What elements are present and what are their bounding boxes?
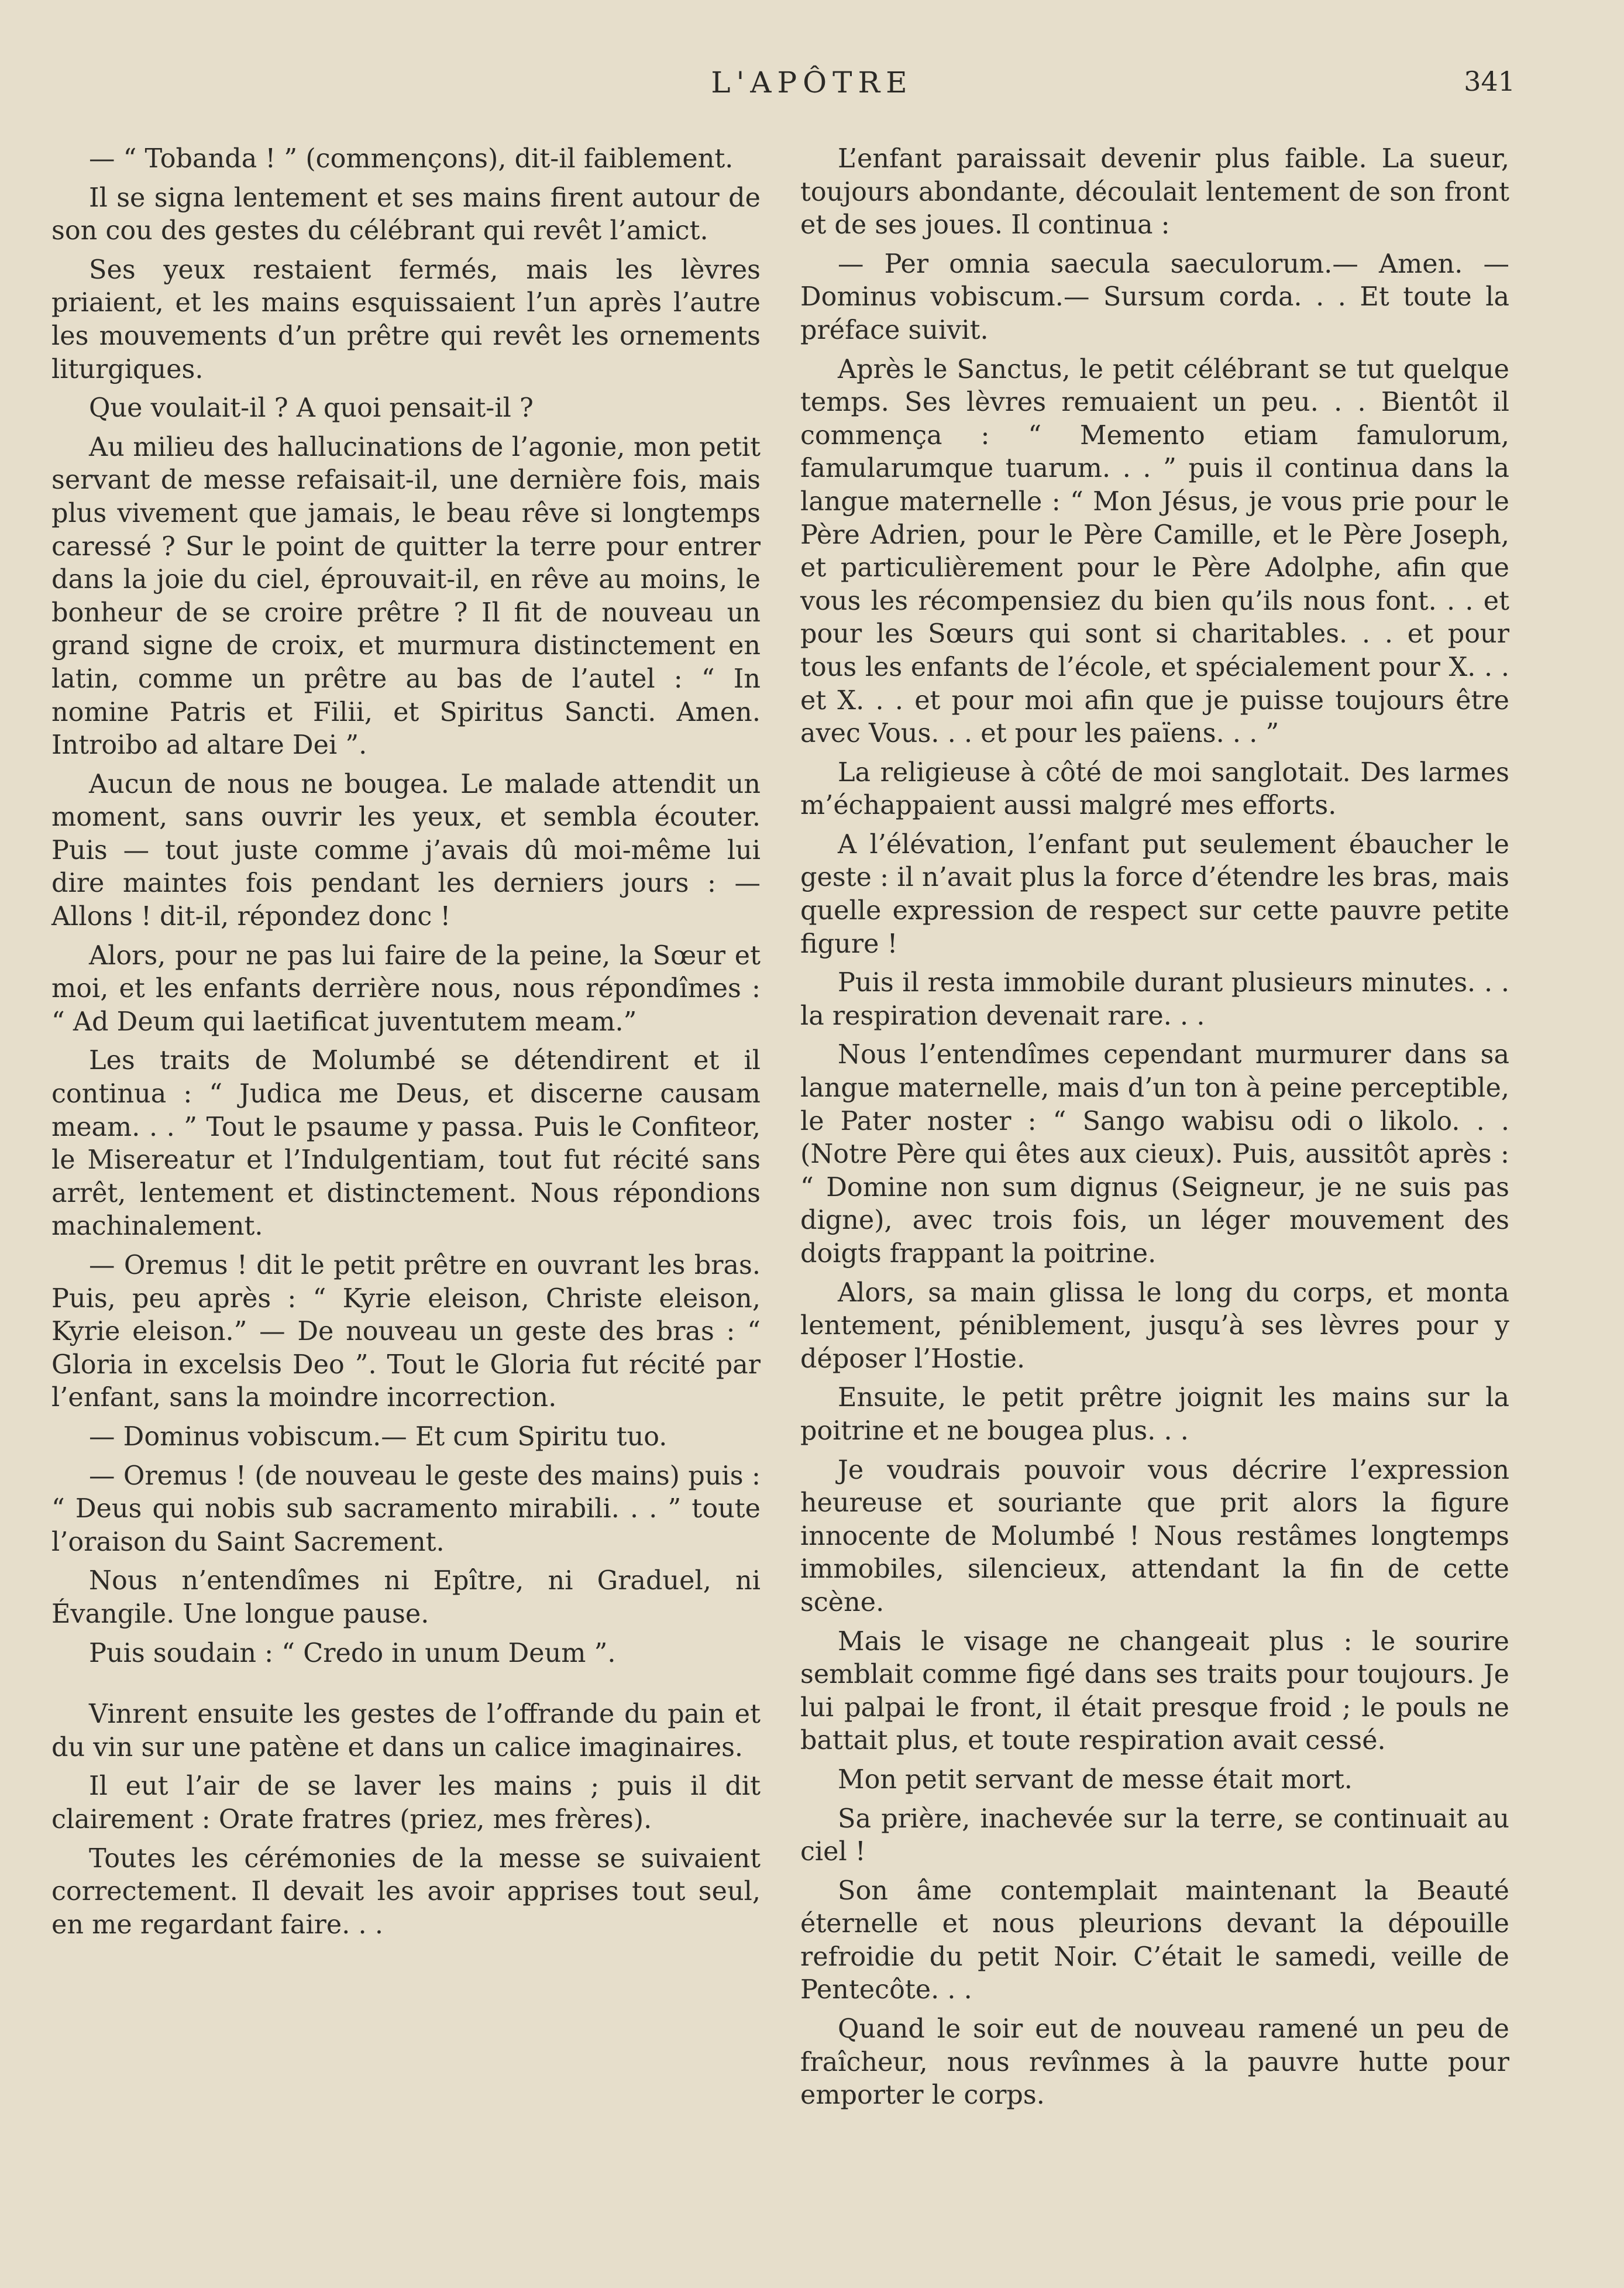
paragraph: Il se signa lentement et ses mains firent autour de son cou des gestes du célébrant qui revêt l’amict. (51, 183, 761, 246)
paragraph: Les traits de Molumbé se détendirent et il continua : “ Judica me Deus, et discerne causam meam. . . ” Tout le psaume y passa. Puis le Confiteor, le Misereatur et l’Indulgentiam, tout fut récité sans arrêt, lentement et distinctement. Nous répondions machinalement. (51, 1046, 761, 1242)
paragraph: La religieuse à côté de moi sanglotait. Des larmes m’échappaient aussi malgré mes efforts. (800, 757, 1509, 821)
paragraph: — Oremus ! dit le petit prêtre en ouvrant les bras. Puis, peu après : “ Kyrie eleison, Christe eleison, Kyrie eleison.” — De nouveau un geste des bras : “ Gloria in excelsis Deo ”. Tout le Gloria fut récité par l’enfant, sans la moindre incorrection. (51, 1251, 761, 1413)
paragraph: Son âme contemplait maintenant la Beauté éternelle et nous pleurions devant la dépouille refroidie du petit Noir. C’était le samedi, veille de Pentecôte. . . (800, 1875, 1509, 2005)
paragraph: Mais le visage ne changeait plus : le sourire semblait comme figé dans ses traits pour toujours. Je lui palpai le front, il était presque froid ; le pouls ne battait plus, et toute respiration avait cessé. (800, 1626, 1509, 1756)
running-header (0, 66, 1624, 107)
paragraph: Puis soudain : “ Credo in unum Deum ”. (89, 1638, 616, 1668)
right-column (800, 143, 1509, 2118)
paragraph: Nous l’entendîmes cependant murmurer dans sa langue maternelle, mais d’un ton à peine perceptible, le Pater noster : “ Sango wabisu odi o likolo. . . (Notre Père qui êtes aux cieux). Puis, aussitôt après : “ Domine non sum dignus (Seigneur, je ne suis pas digne), avec trois fois, un léger mouvement des doigts frappant la poitrine. (800, 1040, 1509, 1269)
paragraph: Il eut l’air de se laver les mains ; puis il dit clairement : Orate fratres (priez, mes frères). (51, 1771, 761, 1834)
paragraph: Ensuite, le petit prêtre joignit les mains sur la poitrine et ne bougea plus. . . (800, 1383, 1509, 1446)
paragraph: Au milieu des hallucinations de l’agonie, mon petit servant de messe refaisait-il, une dernière fois, mais plus vivement que jamais, le beau rêve si longtemps caressé ? Sur le point de quitter la terre pour entrer dans la joie du ciel, éprouvait-il, en rêve au moins, le bonheur de se croire prêtre ? Il fit de nouveau un grand signe de croix, et murmura distinctement en latin, comme un prêtre au bas de l’autel : “ In nomine Patris et Filii, et Spiritus Sancti. Amen. Introibo ad altare Dei ”. (51, 432, 761, 761)
paragraph: Toutes les cérémonies de la messe se suivaient correctement. Il devait les avoir apprises tout seul, en me regardant faire. . . (51, 1843, 761, 1940)
paragraph: Je voudrais pouvoir vous décrire l’expression heureuse et souriante que prit alors la figure innocente de Molumbé ! Nous restâmes longtemps immobiles, silencieux, attendant la fin de cette scène. (800, 1455, 1509, 1617)
paragraph: Puis il resta immobile durant plusieurs minutes. . . la respiration devenait rare. . . (800, 968, 1509, 1031)
paragraph: — Dominus vobiscum.— Et cum Spiritu tuo. (89, 1421, 668, 1452)
paragraph: — Per omnia saecula saeculorum.— Amen. — Dominus vobiscum.— Sursum corda. . . Et toute la préface suivit. (800, 249, 1509, 345)
paragraph: Nous n’entendîmes ni Epître, ni Graduel, ni Évangile. Une longue pause. (51, 1566, 761, 1629)
paragraph: Aucun de nous ne bougea. Le malade attendit un moment, sans ouvrir les yeux, et sembla écouter. Puis — tout juste comme j’avais dû moi-même lui dire maintes fois pendant les derniers jours : — Allons ! dit-il, répondez donc ! (51, 769, 761, 932)
paragraph: Quand le soir eut de nouveau ramené un peu de fraîcheur, nous revînmes à la pauvre hutte pour emporter le corps. (800, 2014, 1509, 2111)
left-column (51, 143, 761, 1947)
paragraph: — Oremus ! (de nouveau le geste des mains) puis : “ Deus qui nobis sub sacramento mirabili. . . ” toute l’oraison du Saint Sacrement. (51, 1461, 761, 1557)
paragraph: L’enfant paraissait devenir plus faible. La sueur, toujours abondante, découlait lentement de son front et de ses joues. Il continua : (800, 144, 1509, 241)
running-title: L'APÔTRE (711, 66, 913, 99)
page-number: 341 (1464, 66, 1515, 97)
paragraph: Ses yeux restaient fermés, mais les lèvres priaient, et les mains esquissaient l’un après l’autre les mouvements d’un prêtre qui revêt les ornements liturgiques. (51, 255, 761, 384)
paragraph: Alors, sa main glissa le long du corps, et monta lentement, péniblement, jusqu’à ses lèvres pour y déposer l’Hostie. (800, 1277, 1509, 1374)
paragraph: Alors, pour ne pas lui faire de la peine, la Sœur et moi, et les enfants derrière nous, nous répondîmes : “ Ad Deum qui laetificat juventutem meam.” (51, 940, 761, 1037)
paragraph: Sa prière, inachevée sur la terre, se continuait au ciel ! (800, 1803, 1509, 1867)
paragraph: Que voulait-il ? A quoi pensait-il ? (89, 393, 534, 424)
paragraph: Mon petit servant de messe était mort. (838, 1764, 1353, 1795)
paragraph: Après le Sanctus, le petit célébrant se tut quelque temps. Ses lèvres remuaient un peu. . . Bientôt il commença : “ Memento etiam famulorum, famularumque tuarum. . . ” puis il continua dans la langue maternelle : “ Mon Jésus, je vous prie pour le Père Adrien, pour le Père Camille, et le Père Joseph, et particulièrement pour le Père Adolphe, afin que vous les récompensiez du bien qu’ils nous font. . . et pour les Sœurs qui sont si charitables. . . et pour tous les enfants de l’école, et spécialement pour X. . . et X. . . et pour moi afin que je puisse toujours être avec Vous. . . et pour les païens. . . ” (800, 354, 1509, 749)
paragraph: — “ Tobanda ! ” (commençons), dit-il faiblement. (89, 144, 734, 174)
paragraph: A l’élévation, l’enfant put seulement ébaucher le geste : il n’avait plus la force d’étendre les bras, mais quelle expression de respect sur cette pauvre petite figure ! (800, 829, 1509, 959)
paragraph: Vinrent ensuite les gestes de l’offrande du pain et du vin sur une patène et dans un calice imaginaires. (51, 1699, 761, 1763)
